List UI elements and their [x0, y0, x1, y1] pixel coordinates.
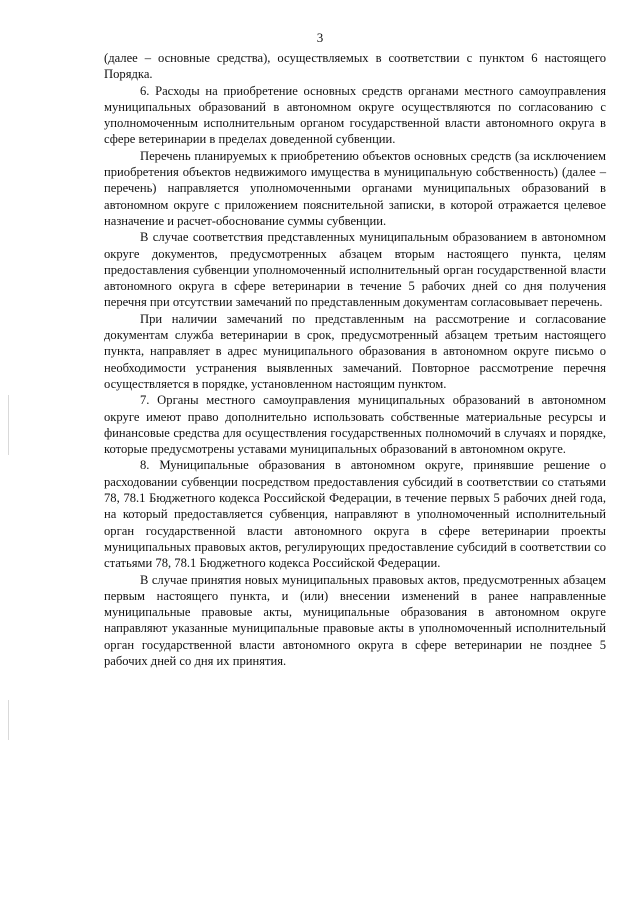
paragraph-item-7: 7. Органы местного самоуправления муниципальных образований в автономном округе имеют право дополнительно использовать собственные материальные ресурсы и финансовые средства для осуществления государственных полномочий в случаях и порядке, которые предусмотрены уставами муниципальных образований в автономном округе.	[104, 393, 606, 457]
page-number: 3	[316, 30, 324, 45]
paragraph-remarks: При наличии замечаний по представленным на рассмотрение и согласование документам служба ветеринарии в срок, предусмотренный абзацем третьим настоящего пункта, направляет в адрес муниципального образования в автономном округе письмо о необходимости устранения выявленных замечаний. Повторное рассмотрение перечня осуществляется в порядке, установленном настоящим пунктом.	[104, 311, 606, 391]
paragraph-list-submission: Перечень планируемых к приобретению объектов основных средств (за исключением приобретения объектов недвижимого имущества в муниципальную собственность) (далее – перечень) направляется уполномоченными органами муниципальных образований в автономном округе с приложением пояснительной записки, в которой отражается целевое назначение и расчет-обоснование суммы субвенции.	[104, 148, 606, 228]
document-body	[104, 50, 606, 669]
paragraph-approval: В случае соответствия представленных муниципальным образованием в автономном округе документов, предусмотренных абзацем вторым настоящего пункта, целям предоставления субвенции уполномоченный исполнительный орган государственной власти автономного округа в сфере ветеринарии в течение 5 рабочих дней со дня получения перечня при отсутствии замечаний по представленным документам согласовывает перечень.	[104, 230, 606, 310]
paragraph-new-acts: В случае принятия новых муниципальных правовых актов, предусмотренных абзацем первым настоящего пункта, и (или) внесении изменений в ранее направленные муниципальные правовые акты, муниципальные образования в автономном округе направляют указанные муниципальные правовые акты в уполномоченный исполнительный орган государственной власти автономного округа в сфере ветеринарии не позднее 5 рабочих дней со дня их принятия.	[104, 572, 606, 668]
paragraph-continuation: (далее – основные средства), осуществляемых в соответствии с пунктом 6 настоящего Порядка.	[104, 51, 606, 82]
scan-margin-mark	[8, 700, 9, 740]
scan-margin-mark	[8, 395, 9, 455]
paragraph-item-8: 8. Муниципальные образования в автономном округе, принявшие решение о расходовании субвенции посредством предоставления субсидий в соответствии со статьями 78, 78.1 Бюджетного кодекса Российской Федерации, в течение первых 5 рабочих дней года, на который предоставляется субвенция, направляют в уполномоченный исполнительный орган государственной власти автономного округа в сфере ветеринарии проекты муниципальных правовых актов, регулирующих предоставление субсидий в соответствии со статьями 78, 78.1 Бюджетного кодекса Российской Федерации.	[104, 458, 606, 571]
paragraph-item-6: 6. Расходы на приобретение основных средств органами местного самоуправления муниципальных образований в автономном округе осуществляются по согласованию с уполномоченным исполнительным органом государственной власти автономного округа в сфере ветеринарии в пределах доведенной субвенции.	[104, 83, 606, 147]
